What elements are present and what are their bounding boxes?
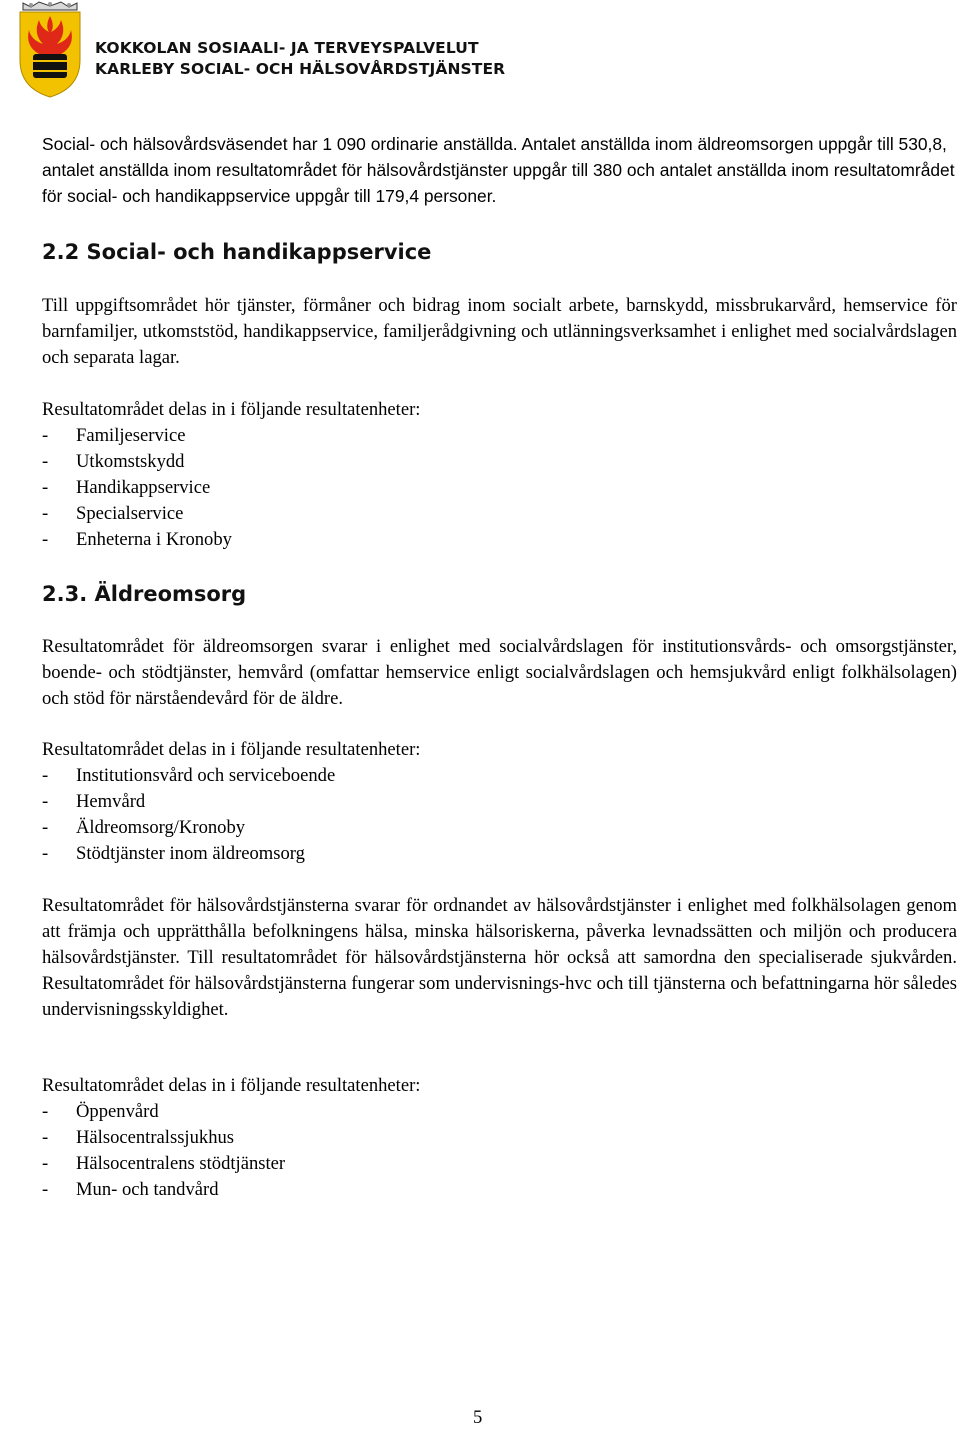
organization-name xyxy=(95,38,505,80)
list-item xyxy=(42,841,335,867)
list-item-text: Specialservice xyxy=(76,503,184,524)
list-marker: - xyxy=(42,1127,49,1148)
list-item-text: Utkomstskydd xyxy=(76,451,185,472)
list-marker: - xyxy=(42,791,49,812)
list-item xyxy=(42,527,232,553)
list-marker: - xyxy=(42,451,49,472)
list-marker: - xyxy=(42,503,49,524)
organization-name-finnish: KOKKOLAN SOSIAALI- JA TERVEYSPALVELUT xyxy=(95,39,479,57)
organization-name-swedish: KARLEBY SOCIAL- OCH HÄLSOVÅRDSTJÄNSTER xyxy=(95,60,506,78)
list-marker: - xyxy=(42,817,49,838)
list-item-text: Hemvård xyxy=(76,791,146,812)
list-item-text: Handikappservice xyxy=(76,477,211,498)
section-2-2-paragraph: Till uppgiftsområdet hör tjänster, förmåner och bidrag inom socialt arbete, barnskydd, missbrukarvård, hemservice för barnfamiljer, utkomststöd, handikappservice, familjerådgivning och utlänningsverksamhet i enlighet med socialvårdslagen och separata lagar. xyxy=(42,295,957,368)
list-marker: - xyxy=(42,529,49,550)
list-item xyxy=(42,1177,285,1203)
list-item xyxy=(42,449,232,475)
list-item-text: Öppenvård xyxy=(76,1101,159,1122)
list-item-text: Familjeservice xyxy=(76,425,186,446)
section-2-3-list-intro: Resultatområdet delas in i följande resultatenheter: xyxy=(42,739,421,760)
section-2-2-list-intro: Resultatområdet delas in i följande resultatenheter: xyxy=(42,399,421,420)
list-item xyxy=(42,815,335,841)
list-marker: - xyxy=(42,765,49,786)
health-services-unit-list xyxy=(42,1099,285,1203)
list-marker: - xyxy=(42,477,49,498)
list-marker: - xyxy=(42,1101,49,1122)
letterhead xyxy=(17,0,617,98)
section-2-2-unit-list xyxy=(42,423,232,553)
list-item-text: Institutionsvård och serviceboende xyxy=(76,765,336,786)
list-item-text: Enheterna i Kronoby xyxy=(76,529,232,550)
list-item-text: Hälsocentralssjukhus xyxy=(76,1127,235,1148)
list-item-text: Mun- och tandvård xyxy=(76,1179,219,1200)
list-item-text: Äldreomsorg/Kronoby xyxy=(76,817,246,838)
section-heading-2-2: 2.2 Social- och handikappservice xyxy=(42,240,432,264)
list-item xyxy=(42,789,335,815)
health-services-paragraph: Resultatområdet för hälsovårdstjänsterna svarar för ordnandet av hälsovårdstjänster i enlighet med folkhälsolagen genom att främja och upprätthålla befolkningens hälsa, minska hälsoriskerna, påverka levnadssätten och miljön och producera hälsovårdstjänster. Till resultatområdet för hälsovårdstjänsterna hör också att samordna den specialiserade sjukvården. Resultatområdet för hälsovårdstjänsterna fungerar som undervisnings-hvc och till tjänsterna och befattningarna hör således undervisningsskyldighet. xyxy=(42,895,957,1020)
list-marker: - xyxy=(42,1153,49,1174)
section-2-3-unit-list xyxy=(42,763,335,867)
list-item xyxy=(42,1099,285,1125)
list-item-text: Hälsocentralens stödtjänster xyxy=(76,1153,286,1174)
intro-paragraph: Social- och hälsovårdsväsendet har 1 090 ordinarie anställda. Antalet anställda inom äldreomsorgen uppgår till 530,8, antalet anställda inom resultatområdet för hälsovårdstjänster uppgår till 380 och antalet anställda inom resultatområdet för social- och handikappservice uppgår till 179,4 personer. xyxy=(42,134,955,206)
list-marker: - xyxy=(42,425,49,446)
health-services-list-intro: Resultatområdet delas in i följande resultatenheter: xyxy=(42,1075,421,1096)
list-item xyxy=(42,763,335,789)
list-item xyxy=(42,475,232,501)
list-item xyxy=(42,423,232,449)
section-heading-2-3: 2.3. Äldreomsorg xyxy=(42,582,247,606)
section-2-3-paragraph: Resultatområdet för äldreomsorgen svarar i enlighet med socialvårdslagen för institutionsvårds- och omsorgstjänster, boende- och stödtjänster, hemvård (omfattar hemservice enligt socialvårdslagen och hemsjukvård enligt folkhälsolagen) och stöd för närståendevård för de äldre. xyxy=(42,636,957,709)
list-item-text: Stödtjänster inom äldreomsorg xyxy=(76,843,305,864)
list-marker: - xyxy=(42,843,49,864)
list-item xyxy=(42,501,232,527)
list-marker: - xyxy=(42,1179,49,1200)
list-item xyxy=(42,1151,285,1177)
coat-of-arms-icon xyxy=(17,0,83,98)
page-number: 5 xyxy=(473,1407,483,1428)
list-item xyxy=(42,1125,285,1151)
